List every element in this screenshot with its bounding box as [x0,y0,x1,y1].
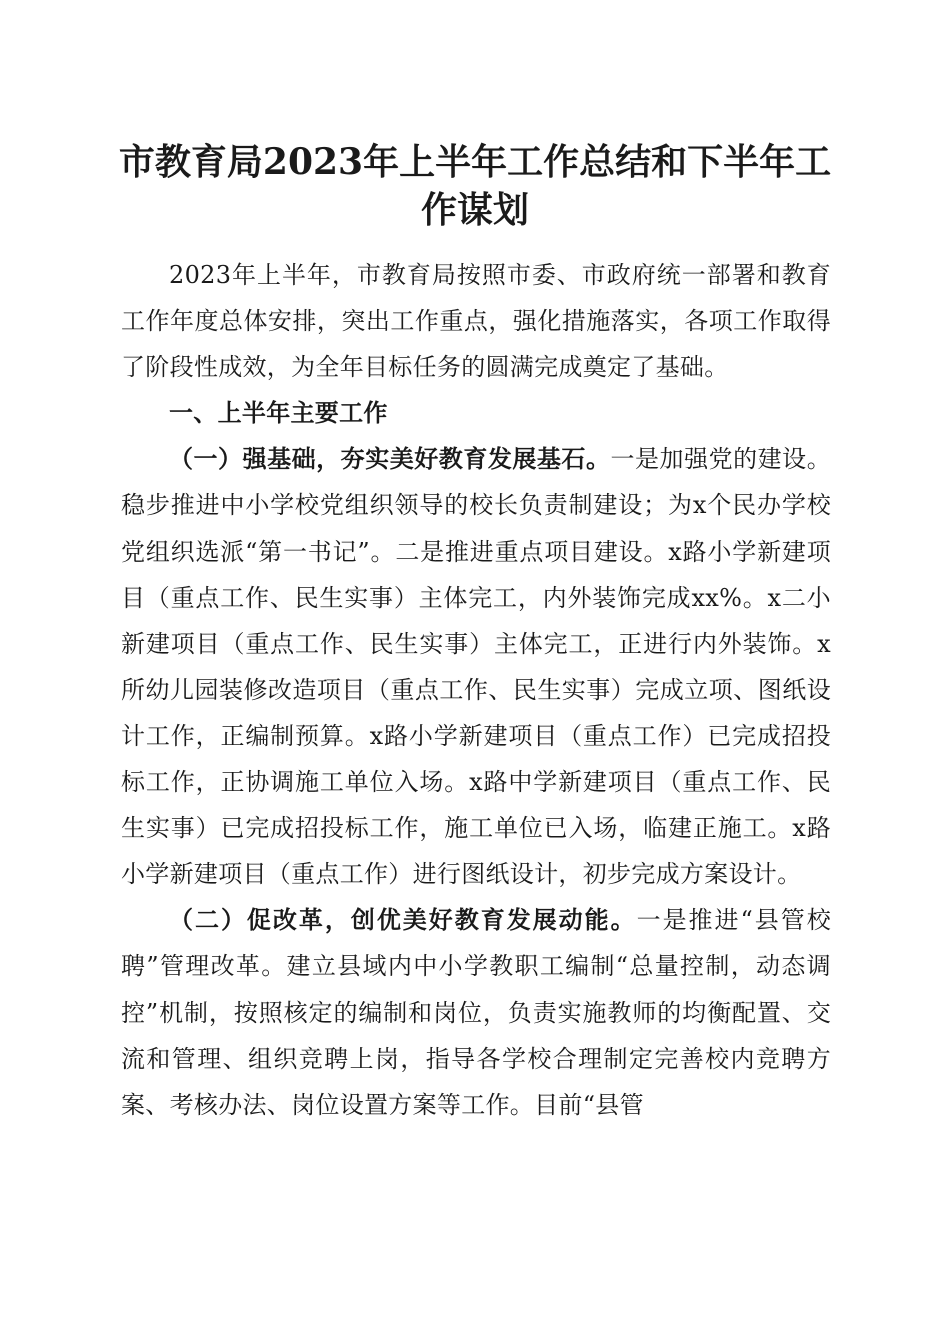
paragraph-2-body: 一是推进“县管校聘”管理改革。建立县域内中小学教职工编制“总量控制，动态调控”机制，按照核定的编制和岗位，负责实施教师的均衡配置、交流和管理、组织竞聘上岗，指导各学校合理制定完善校内竞聘方案、考核办法、岗位设置方案等工作。目前“县管 [121,906,832,1119]
paragraph-1 [121,436,831,897]
paragraph-2 [121,897,831,1127]
document-body [121,252,831,1128]
document-title: 市教育局2023年上半年工作总结和下半年工作谋划 [118,141,832,231]
intro-paragraph: 2023年上半年，市教育局按照市委、市政府统一部署和教育工作年度总体安排，突出工作重点，强化措施落实，各项工作取得了阶段性成效，为全年目标任务的圆满完成奠定了基础。 [121,261,831,382]
section-heading: 一、上半年主要工作 [169,399,388,428]
paragraph-1-body: 一是加强党的建设。稳步推进中小学校党组织领导的校长负责制建设；为x个民办学校党组织选派“第一书记”。二是推进重点项目建设。x路小学新建项目（重点工作、民生实事）主体完工，内外装饰完成xx%。x二小新建项目（重点工作、民生实事）主体完工，正进行内外装饰。x所幼儿园装修改造项目（重点工作、民生实事）完成立项、图纸设计工作，正编制预算。x路小学新建项目（重点工作）已完成招投标工作，正协调施工单位入场。x路中学新建项目（重点工作、民生实事）已完成招投标工作，施工单位已入场，临建正施工。x路小学新建项目（重点工作）进行图纸设计，初步完成方案设计。 [121,445,831,889]
paragraph-2-lead: （二）促改革，创优美好教育发展动能。 [169,905,637,935]
paragraph-1-lead: （一）强基础，夯实美好教育发展基石。 [169,444,611,474]
